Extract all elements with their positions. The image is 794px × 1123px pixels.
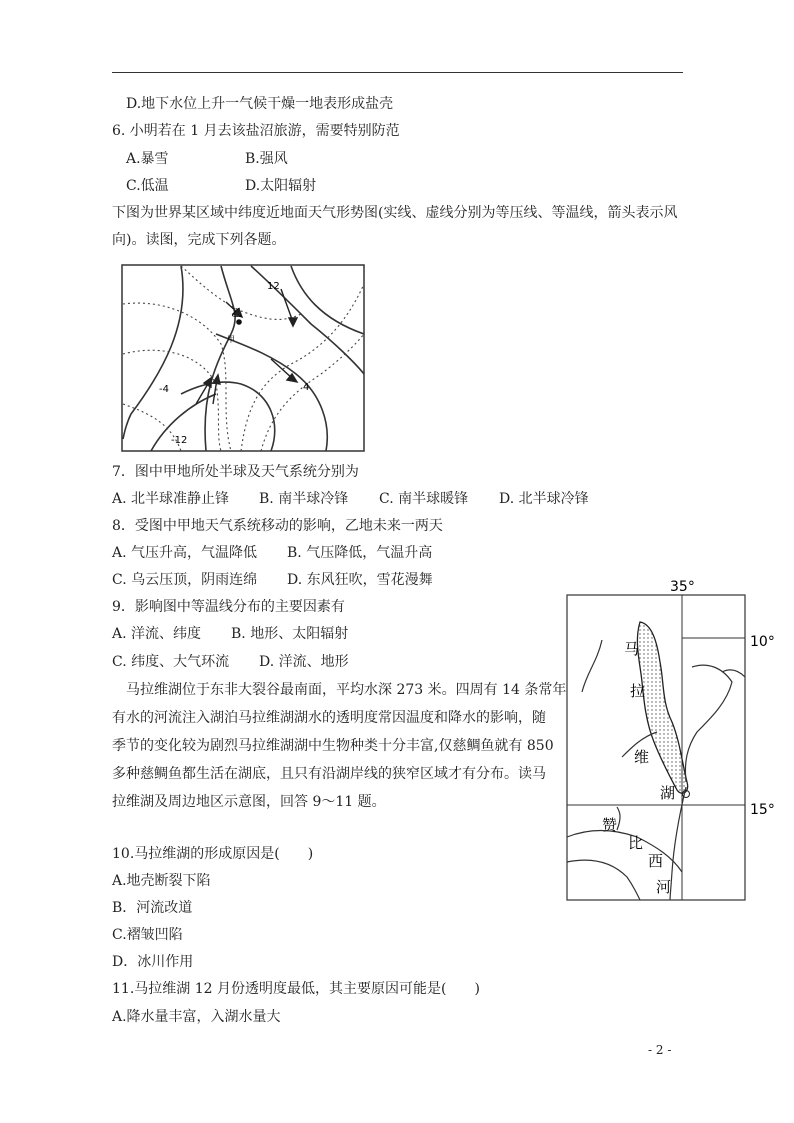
lake-label-char-3: 维 [634,748,650,766]
isobar-label-neg4: -4 [159,384,169,395]
q7-option-a: A. 北半球准静止锋 [112,491,230,507]
intro2-line4: 多种慈鲷鱼都生活在湖底，且只有沿湖岸线的狭窄区域才有分布。读马 [112,766,546,782]
label-lat-15: 15° [750,802,775,818]
q8-option-b: B. 气压降低，气温升高 [287,545,433,561]
intro1-line2: 向)。读图，完成下列各题。 [112,232,286,248]
isobar-label-4: 4 [303,382,310,393]
q10-option-b: B．河流改道 [112,900,193,916]
q9-option-a: A. 洋流、纬度 [112,626,202,642]
river-label-char-2: 比 [628,834,644,852]
isobar-label-12: 12 [267,281,280,292]
weather-map-frame [122,265,364,451]
q9-stem: 9．影响图中等温线分布的主要因素有 [112,599,345,615]
intro2-line3: 季节的变化较为剧烈马拉维湖湖中生物种类十分丰富,仅慈鲷鱼就有 850 [112,738,554,754]
q9-option-c: C. 纬度、大气环流 [112,654,230,670]
q8-option-a: A. 气压升高，气温降低 [112,545,258,561]
river-label-char-1: 赞 [602,816,618,834]
label-yi: 乙 [231,306,242,319]
isobar-label-neg12: -12 [171,435,188,446]
q10-stem: 10.马拉维湖的形成原因是( ) [112,846,314,862]
intro2-line2: 有水的河流注入湖泊马拉维湖湖水的透明度常因温度和降水的影响，随 [112,710,546,726]
malawi-map [562,572,782,917]
q10-option-d: D．冰川作用 [112,954,194,970]
lake-label-char-4: 湖 [660,784,676,802]
label-lat-10: 10° [750,634,775,650]
header-rule [112,72,683,73]
weather-map [121,264,365,452]
q7-option-d: D. 北半球冷锋 [499,491,589,507]
q6-option-d: D.太阳辐射 [245,178,317,194]
q11-option-a: A.降水量丰富，入湖水量大 [112,1009,281,1025]
q6-option-a: A.暴雪 [126,151,169,167]
q6-option-c: C.低温 [126,178,169,194]
q8-option-c: C. 乌云压顶，阴雨连绵 [112,572,258,588]
q6-stem: 6. 小明若在 1 月去该盐沼旅游，需要特别防范 [112,123,400,139]
q6-option-b: B.强风 [245,151,288,167]
intro2-line1: 马拉维湖位于东非大裂谷最南面，平均水深 273 米。四周有 14 条常年 [126,682,567,698]
q10-option-a: A.地壳断裂下陷 [112,873,211,889]
river-label-char-4: 河 [656,878,672,896]
page-number: - 2 - [648,1043,672,1057]
label-jia: 甲 [227,335,235,344]
q5-option-d: D.地下水位上升一气候干燥一地表形成盐壳 [126,96,394,112]
q7-option-b: B. 南半球冷锋 [259,491,349,507]
q8-stem: 8．受图中甲地天气系统移动的影响，乙地未来一两天 [112,518,443,534]
point-yi-marker [236,319,242,325]
q9-option-b: B. 地形、太阳辐射 [231,626,349,642]
q11-stem: 11.马拉维湖 12 月份透明度最低，其主要原因可能是( ) [112,981,480,997]
river-label-char-3: 西 [648,852,664,870]
intro1-line1: 下图为世界某区域中纬度近地面天气形势图(实线、虚线分别为等压线、等温线，箭头表示风 [112,205,678,221]
lake-label-char-1: 马 [624,640,640,658]
lake-label-char-2: 拉 [630,682,646,700]
q9-option-d: D. 洋流、地形 [259,654,349,670]
intro2-line5: 拉维湖及周边地区示意图，回答 9～11 题。 [112,794,386,810]
q7-stem: 7．图中甲地所处半球及天气系统分别为 [112,464,359,480]
q7-option-c: C. 南半球暖锋 [379,491,469,507]
q8-option-d: D. 东风狂吹，雪花漫舞 [287,572,433,588]
label-lon-35: 35° [670,579,695,595]
q10-option-c: C.褶皱凹陷 [112,927,183,943]
